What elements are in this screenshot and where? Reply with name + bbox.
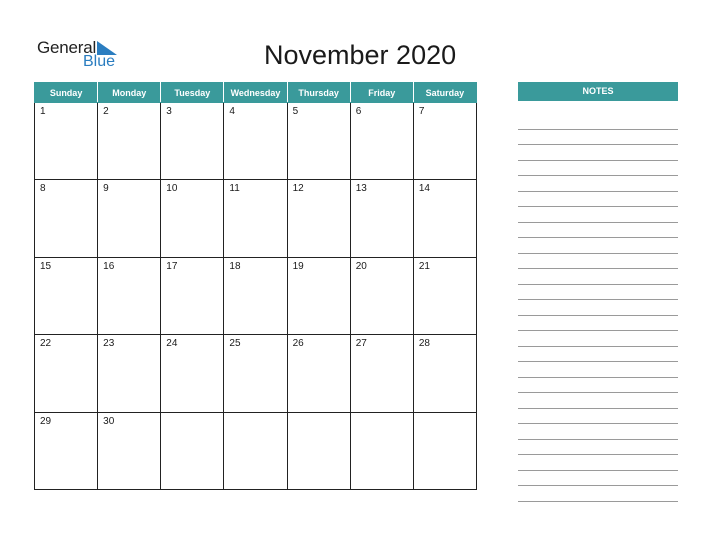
day-number: 6 xyxy=(355,106,362,117)
day-number: 7 xyxy=(418,106,425,117)
day-cell[interactable] xyxy=(35,257,98,334)
day-cell[interactable] xyxy=(98,103,161,180)
day-number: 24 xyxy=(166,338,178,350)
day-number xyxy=(161,413,223,416)
note-line xyxy=(518,145,678,161)
note-line xyxy=(518,331,678,347)
day-cell[interactable] xyxy=(224,257,287,334)
weekday-saturday: Saturday xyxy=(413,83,476,103)
notes-lines xyxy=(518,114,678,502)
week-row xyxy=(35,335,477,412)
notes-panel xyxy=(518,82,678,502)
weekday-tuesday: Tuesday xyxy=(161,83,224,103)
note-line xyxy=(518,393,678,409)
day-cell[interactable] xyxy=(287,180,350,257)
day-number: 28 xyxy=(418,338,430,350)
day-number: 18 xyxy=(229,260,241,272)
day-cell[interactable] xyxy=(224,412,287,489)
day-number xyxy=(288,413,350,416)
note-line xyxy=(518,300,678,316)
note-line xyxy=(518,455,678,471)
day-number: 26 xyxy=(292,338,304,350)
day-number: 2 xyxy=(103,106,109,117)
logo xyxy=(37,38,137,72)
page-title: November 2020 xyxy=(264,40,457,70)
week-row xyxy=(35,180,477,257)
note-line xyxy=(518,347,678,363)
day-number: 4 xyxy=(229,106,235,117)
weekday-header-row xyxy=(35,83,477,103)
day-number: 27 xyxy=(355,338,367,350)
note-line xyxy=(518,440,678,456)
day-cell[interactable] xyxy=(224,103,287,180)
weekday-friday: Friday xyxy=(350,83,413,103)
day-number: 21 xyxy=(418,260,430,272)
day-cell[interactable] xyxy=(224,335,287,412)
day-number xyxy=(351,413,413,416)
day-number: 5 xyxy=(292,106,299,117)
day-number: 8 xyxy=(40,183,46,195)
day-cell[interactable] xyxy=(35,180,98,257)
day-number: 30 xyxy=(103,415,115,427)
note-line xyxy=(518,161,678,177)
day-number: 23 xyxy=(103,338,115,350)
note-line xyxy=(518,176,678,192)
day-cell[interactable] xyxy=(35,412,98,489)
logo-text-general: General xyxy=(37,38,97,57)
day-number: 12 xyxy=(292,183,304,195)
note-line xyxy=(518,471,678,487)
note-line xyxy=(518,316,678,332)
note-line xyxy=(518,130,678,146)
day-cell[interactable] xyxy=(98,335,161,412)
note-line xyxy=(518,254,678,270)
note-line xyxy=(518,269,678,285)
day-cell[interactable] xyxy=(413,257,476,334)
note-line xyxy=(518,486,678,502)
day-cell[interactable] xyxy=(224,180,287,257)
weekday-wednesday: Wednesday xyxy=(224,83,287,103)
day-number: 17 xyxy=(166,260,178,272)
note-line xyxy=(518,362,678,378)
day-number: 20 xyxy=(355,260,367,272)
day-cell[interactable] xyxy=(287,335,350,412)
note-line xyxy=(518,223,678,239)
day-cell[interactable] xyxy=(161,335,224,412)
day-number: 16 xyxy=(103,260,115,272)
day-cell[interactable] xyxy=(413,103,476,180)
day-cell[interactable] xyxy=(35,103,98,180)
day-number: 13 xyxy=(355,183,367,195)
note-line xyxy=(518,207,678,223)
week-row xyxy=(35,257,477,334)
day-number: 9 xyxy=(103,183,109,195)
day-cell[interactable] xyxy=(161,180,224,257)
note-line xyxy=(518,238,678,254)
day-cell[interactable] xyxy=(350,180,413,257)
day-cell[interactable] xyxy=(287,103,350,180)
note-line xyxy=(518,114,678,130)
day-cell[interactable] xyxy=(35,335,98,412)
note-line xyxy=(518,378,678,394)
day-number: 22 xyxy=(40,338,52,350)
day-number: 15 xyxy=(40,260,52,272)
day-cell[interactable] xyxy=(98,412,161,489)
note-line xyxy=(518,409,678,425)
day-cell[interactable] xyxy=(350,103,413,180)
day-number: 25 xyxy=(229,338,241,350)
day-cell[interactable] xyxy=(287,412,350,489)
weekday-sunday: Sunday xyxy=(35,83,98,103)
day-cell[interactable] xyxy=(161,412,224,489)
week-row xyxy=(35,412,477,489)
day-cell[interactable] xyxy=(350,412,413,489)
day-cell[interactable] xyxy=(413,335,476,412)
day-number: 1 xyxy=(40,106,46,117)
day-number: 11 xyxy=(229,183,240,195)
day-cell[interactable] xyxy=(413,180,476,257)
day-cell[interactable] xyxy=(161,257,224,334)
day-number: 29 xyxy=(40,415,52,427)
note-line xyxy=(518,424,678,440)
day-number: 14 xyxy=(418,183,430,195)
day-number xyxy=(414,413,476,416)
note-line xyxy=(518,192,678,208)
day-cell[interactable] xyxy=(350,335,413,412)
day-cell[interactable] xyxy=(350,257,413,334)
day-cell[interactable] xyxy=(98,180,161,257)
note-line xyxy=(518,285,678,301)
day-number xyxy=(224,413,286,416)
day-number: 3 xyxy=(166,106,172,117)
day-number: 10 xyxy=(166,183,178,195)
notes-header: NOTES xyxy=(518,82,678,101)
day-cell[interactable] xyxy=(161,103,224,180)
week-row xyxy=(35,103,477,180)
weekday-monday: Monday xyxy=(98,83,161,103)
calendar-grid xyxy=(34,82,477,490)
logo-text-blue: Blue xyxy=(83,53,116,70)
weekday-thursday: Thursday xyxy=(287,83,350,103)
day-number: 19 xyxy=(292,260,304,272)
day-cell[interactable] xyxy=(287,257,350,334)
day-cell[interactable] xyxy=(98,257,161,334)
day-cell[interactable] xyxy=(413,412,476,489)
